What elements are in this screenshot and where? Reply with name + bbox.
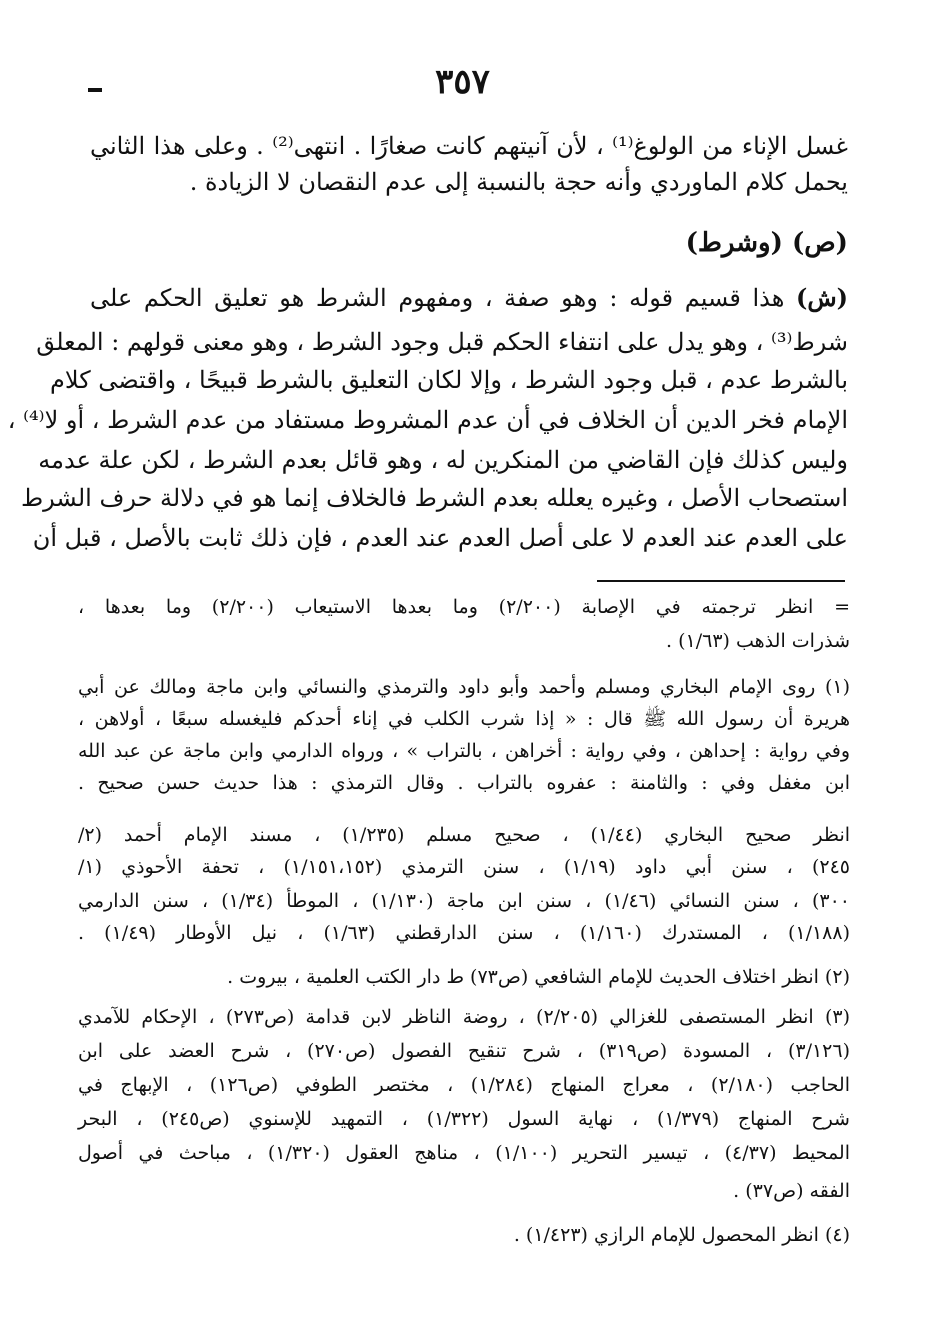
footnote-line: (١) روى الإمام البخاري ومسلم وأحمد وأبو داود والترمذي والنسائي وابن ماجة ومالك عن أبي: [78, 676, 850, 698]
footnote-line: (١/١٨٨) ، المستدرك (١/١٦٠) ، سنن الدارقطني (١/٦٣) ، نيل الأوطار (١/٤٩) .: [78, 922, 851, 944]
footnote-line: (٣) انظر المستصفى للغزالي (٢/٢٠٥) ، روضة الناظر لابن قدامة (ص٢٧٣) ، الإحكام للآمدي: [78, 1006, 851, 1028]
text-line: شرط⁽³⁾ ، وهو يدل على انتفاء الحكم قبل وجود الشرط ، وهو معنى قولهم : المعلق: [36, 328, 848, 356]
footnote-line: ابن مغفل وفي : والثامنة : عفروه بالتراب . وقال الترمذي : هذا حديث حسن صحيح .: [78, 772, 850, 794]
page-number: ٣٥٧: [435, 62, 490, 102]
footnote-line: (٣/١٢٦) ، المسودة (ص٣١٩) ، شرح تنقيح الفصول (ص٢٧٠) ، شرح العضد على ابن: [78, 1040, 851, 1062]
footnote-line: شذرات الذهب (١/٦٣) .: [666, 630, 850, 652]
footnote-line: (٢) انظر اختلاف الحديث للإمام الشافعي (ص٧٣) ط دار الكتب العلمية ، بيروت .: [227, 966, 850, 988]
text-line: على العدم عند العدم لا على أصل العدم عند العدم ، فإن ذلك ثابت بالأصل ، قبل أن: [32, 524, 848, 552]
text-line: استصحاب الأصل ، وغيره يعلله بعدم الشرط فالخلاف إنما هو في دلالة حرف الشرط: [20, 484, 848, 512]
text-line: الإمام فخر الدين أن الخلاف في أن عدم المشروط مستفاد من عدم الشرط ، أو لا⁽⁴⁾ ،: [7, 406, 848, 434]
footnote-line: انظر صحيح البخاري (١/٤٤) ، صحيح مسلم (١/٢٣٥) ، مسند الإمام أحمد (٢/: [78, 824, 851, 846]
footnote-line: شرح المنهاج (١/٣٧٩) ، نهاية السول (١/٣٢٢) ، التمهيد للإسنوي (ص٢٤٥) ، البحر: [78, 1108, 850, 1130]
text-line: يحمل كلام الماوردي وأنه حجة بالنسبة إلى عدم النقصان لا الزيادة .: [189, 168, 848, 196]
text-line-body: هذا قسيم قوله : وهو صفة ، ومفهوم الشرط هو تعليق الحكم على: [90, 284, 785, 312]
text-line: غسل الإناء من الولوغ⁽¹⁾ ، لأن آنيتهم كانت صغارًا . انتهى⁽²⁾ . وعلى هذا الثاني: [90, 132, 848, 160]
text-line: [90, 278, 848, 318]
footnote-line: الحاجب (٢/١٨٠) ، معراج المنهاج (١/٢٨٤) ، مختصر الطوفي (ص١٢٦) ، الإبهاج في: [78, 1074, 850, 1096]
text-line: وليس كذلك فإن القاضي من المنكرين له ، وهو قائل بعدم الشرط ، لكن علة عدمه: [38, 446, 848, 474]
footnote-line: (٤) انظر المحصول للإمام الرازي (١/٤٢٣) .: [513, 1224, 850, 1246]
footnote-line: ٣٠٠) ، سنن النسائي (١/٤٦) ، سنن ابن ماجة (١/١٣٠) ، الموطأ (١/٣٤) ، سنن الدارمي: [78, 890, 850, 912]
commentary-marker: (ش): [795, 283, 848, 312]
footnote-line: الفقه (ص٣٧) .: [733, 1180, 850, 1202]
footnote-line: وفي رواية : إحداهن ، وفي رواية : أخراهن ، بالتراب » ، ورواه الدارمي وابن ماجة عن عبد الله: [78, 740, 850, 762]
footnote-line: = انظر ترجمته في الإصابة (٢/٢٠٠) وما بعدها الاستيعاب (٢/٢٠٠) وما بعدها ،: [78, 596, 850, 618]
footnote-separator: [597, 580, 845, 582]
footnote-line: ٢٤٥) ، سنن أبي داود (١/١٩) ، سنن الترمذي (١/١٥١،١٥٢) ، تحفة الأحوذي (١/: [78, 856, 850, 878]
section-header: (ص) (وشرط): [685, 228, 848, 258]
footnote-line: هريرة أن رسول الله ﷺ قال : « إذا شرب الكلب في إناء أحدكم فليغسله سبعًا ، أولاهن ،: [78, 708, 850, 730]
footnote-line: المحيط (٤/٣٧) ، تيسير التحرير (١/١٠٠) ، مناهج العقول (١/٣٢٠) ، مباحث في أصول: [78, 1142, 850, 1164]
text-line: بالشرط عدم ، قبل وجود الشرط ، وإلا لكان التعليق بالشرط قبيحًا ، واقتضى كلام: [50, 366, 848, 394]
